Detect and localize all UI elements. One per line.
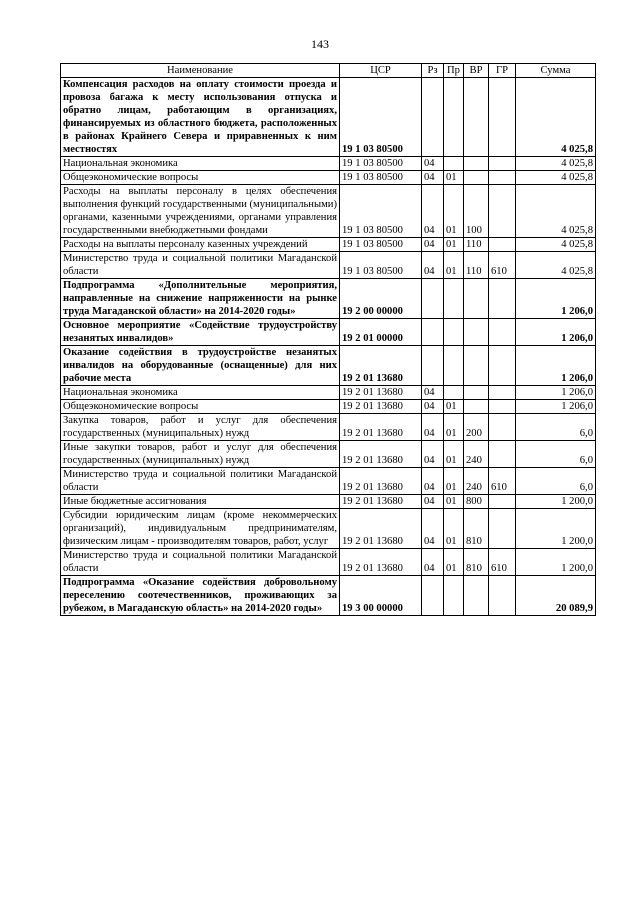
cell-rz: 04 xyxy=(422,495,444,509)
cell-pr: 01 xyxy=(444,252,464,279)
cell-gr xyxy=(489,319,516,346)
cell-csr: 19 2 01 13680 xyxy=(340,386,422,400)
cell-gr xyxy=(489,171,516,185)
cell-rz xyxy=(422,319,444,346)
cell-pr: 01 xyxy=(444,441,464,468)
cell-csr: 19 2 00 00000 xyxy=(340,279,422,319)
cell-name: Субсидии юридическим лицам (кроме некоммерческих организаций), индивидуальным предпринимателям, физическим лицам - производителям товаров, работ, услуг xyxy=(61,509,340,549)
cell-sum: 4 025,8 xyxy=(516,157,596,171)
cell-pr xyxy=(444,78,464,157)
cell-name: Министерство труда и социальной политики Магаданской области xyxy=(61,468,340,495)
cell-pr: 01 xyxy=(444,495,464,509)
cell-rz: 04 xyxy=(422,386,444,400)
cell-gr xyxy=(489,400,516,414)
cell-csr: 19 2 01 13680 xyxy=(340,400,422,414)
cell-name: Национальная экономика xyxy=(61,157,340,171)
cell-name: Иные бюджетные ассигнования xyxy=(61,495,340,509)
cell-rz xyxy=(422,576,444,616)
cell-gr xyxy=(489,495,516,509)
cell-name: Иные закупки товаров, работ и услуг для обеспечения государственных (муниципальных) нужд xyxy=(61,441,340,468)
cell-csr: 19 2 01 13680 xyxy=(340,509,422,549)
cell-csr: 19 2 01 13680 xyxy=(340,495,422,509)
cell-csr: 19 2 01 13680 xyxy=(340,414,422,441)
table-row xyxy=(61,171,596,185)
cell-sum: 1 200,0 xyxy=(516,549,596,576)
cell-vr xyxy=(464,400,489,414)
cell-rz xyxy=(422,346,444,386)
table-row xyxy=(61,576,596,616)
header-csr: ЦСР xyxy=(340,64,422,78)
cell-name: Общеэкономические вопросы xyxy=(61,171,340,185)
cell-csr: 19 1 03 80500 xyxy=(340,252,422,279)
cell-csr: 19 2 01 13680 xyxy=(340,441,422,468)
cell-csr: 19 1 03 80500 xyxy=(340,238,422,252)
cell-rz: 04 xyxy=(422,171,444,185)
cell-vr xyxy=(464,157,489,171)
cell-rz: 04 xyxy=(422,400,444,414)
cell-csr: 19 2 01 13680 xyxy=(340,549,422,576)
cell-gr xyxy=(489,441,516,468)
cell-sum: 1 206,0 xyxy=(516,386,596,400)
table-row xyxy=(61,346,596,386)
cell-rz xyxy=(422,279,444,319)
cell-rz: 04 xyxy=(422,468,444,495)
cell-vr xyxy=(464,279,489,319)
cell-sum: 20 089,9 xyxy=(516,576,596,616)
cell-sum: 1 206,0 xyxy=(516,319,596,346)
cell-pr: 01 xyxy=(444,509,464,549)
cell-csr: 19 1 03 80500 xyxy=(340,78,422,157)
table-row xyxy=(61,549,596,576)
cell-name: Подпрограмма «Дополнительные мероприятия, направленные на снижение напряженности на рынке труда Магаданской области» на 2014-2020 годы» xyxy=(61,279,340,319)
cell-pr xyxy=(444,576,464,616)
cell-gr xyxy=(489,185,516,238)
cell-sum: 1 206,0 xyxy=(516,400,596,414)
cell-pr: 01 xyxy=(444,400,464,414)
cell-sum: 6,0 xyxy=(516,468,596,495)
cell-rz: 04 xyxy=(422,509,444,549)
page-number: 143 xyxy=(311,37,329,51)
cell-gr xyxy=(489,238,516,252)
table-body xyxy=(61,78,596,616)
cell-csr: 19 1 03 80500 xyxy=(340,185,422,238)
cell-vr: 810 xyxy=(464,549,489,576)
cell-pr: 01 xyxy=(444,468,464,495)
table-row xyxy=(61,157,596,171)
cell-sum: 6,0 xyxy=(516,414,596,441)
cell-csr: 19 1 03 80500 xyxy=(340,171,422,185)
cell-vr: 800 xyxy=(464,495,489,509)
budget-table xyxy=(60,63,596,616)
cell-gr: 610 xyxy=(489,468,516,495)
cell-vr xyxy=(464,346,489,386)
table-row xyxy=(61,468,596,495)
cell-csr: 19 3 00 00000 xyxy=(340,576,422,616)
table-row xyxy=(61,386,596,400)
cell-csr: 19 2 01 00000 xyxy=(340,319,422,346)
cell-rz: 04 xyxy=(422,252,444,279)
cell-gr: 610 xyxy=(489,549,516,576)
cell-csr: 19 2 01 13680 xyxy=(340,346,422,386)
header-pr: Пр xyxy=(444,64,464,78)
cell-csr: 19 1 03 80500 xyxy=(340,157,422,171)
cell-gr xyxy=(489,78,516,157)
table-row xyxy=(61,252,596,279)
cell-rz: 04 xyxy=(422,549,444,576)
cell-pr: 01 xyxy=(444,171,464,185)
cell-name: Общеэкономические вопросы xyxy=(61,400,340,414)
cell-gr xyxy=(489,414,516,441)
header-sum: Сумма xyxy=(516,64,596,78)
cell-vr: 110 xyxy=(464,252,489,279)
cell-rz: 04 xyxy=(422,157,444,171)
cell-sum: 4 025,8 xyxy=(516,78,596,157)
cell-name: Основное мероприятие «Содействие трудоустройству незанятых инвалидов» xyxy=(61,319,340,346)
cell-name: Национальная экономика xyxy=(61,386,340,400)
table-header-row xyxy=(61,64,596,78)
cell-gr xyxy=(489,576,516,616)
cell-sum: 4 025,8 xyxy=(516,185,596,238)
cell-vr: 200 xyxy=(464,414,489,441)
cell-vr: 810 xyxy=(464,509,489,549)
cell-pr xyxy=(444,346,464,386)
cell-vr xyxy=(464,78,489,157)
cell-gr xyxy=(489,386,516,400)
cell-pr: 01 xyxy=(444,185,464,238)
cell-sum: 6,0 xyxy=(516,441,596,468)
cell-sum: 1 200,0 xyxy=(516,509,596,549)
cell-vr: 240 xyxy=(464,468,489,495)
cell-sum: 1 200,0 xyxy=(516,495,596,509)
cell-vr xyxy=(464,319,489,346)
cell-pr: 01 xyxy=(444,549,464,576)
table-row xyxy=(61,185,596,238)
cell-rz xyxy=(422,78,444,157)
cell-name: Закупка товаров, работ и услуг для обеспечения государственных (муниципальных) нужд xyxy=(61,414,340,441)
cell-pr xyxy=(444,157,464,171)
cell-pr xyxy=(444,319,464,346)
cell-vr: 110 xyxy=(464,238,489,252)
cell-pr: 01 xyxy=(444,238,464,252)
cell-gr xyxy=(489,279,516,319)
cell-gr xyxy=(489,346,516,386)
cell-name: Министерство труда и социальной политики Магаданской области xyxy=(61,252,340,279)
cell-sum: 1 206,0 xyxy=(516,346,596,386)
table-row xyxy=(61,495,596,509)
cell-pr xyxy=(444,386,464,400)
cell-pr xyxy=(444,279,464,319)
table-row xyxy=(61,319,596,346)
cell-vr xyxy=(464,171,489,185)
cell-sum: 4 025,8 xyxy=(516,252,596,279)
table-row xyxy=(61,441,596,468)
cell-rz: 04 xyxy=(422,441,444,468)
cell-name: Подпрограмма «Оказание содействия добровольному переселению соотечественников, проживающих за рубежом, в Магаданскую область» на 2014-2020 годы» xyxy=(61,576,340,616)
header-name: Наименование xyxy=(61,64,340,78)
table-row xyxy=(61,400,596,414)
cell-csr: 19 2 01 13680 xyxy=(340,468,422,495)
header-rz: Рз xyxy=(422,64,444,78)
cell-name: Расходы на выплаты персоналу казенных учреждений xyxy=(61,238,340,252)
cell-vr xyxy=(464,386,489,400)
cell-rz: 04 xyxy=(422,185,444,238)
cell-vr: 240 xyxy=(464,441,489,468)
cell-vr: 100 xyxy=(464,185,489,238)
cell-name: Оказание содействия в трудоустройстве незанятых инвалидов на оборудованные (оснащенные) для них рабочие места xyxy=(61,346,340,386)
cell-gr: 610 xyxy=(489,252,516,279)
table-row xyxy=(61,509,596,549)
cell-gr xyxy=(489,509,516,549)
cell-name: Министерство труда и социальной политики Магаданской области xyxy=(61,549,340,576)
cell-pr: 01 xyxy=(444,414,464,441)
cell-gr xyxy=(489,157,516,171)
header-gr: ГР xyxy=(489,64,516,78)
table-row xyxy=(61,238,596,252)
cell-sum: 4 025,8 xyxy=(516,238,596,252)
cell-sum: 1 206,0 xyxy=(516,279,596,319)
table-row xyxy=(61,78,596,157)
cell-name: Компенсация расходов на оплату стоимости проезда и провоза багажа к месту использования отпуска и обратно лицам, работающим в организациях, финансируемых из областного бюджета, расположенных в районах Крайнего Севера и приравненных к ним местностях xyxy=(61,78,340,157)
cell-sum: 4 025,8 xyxy=(516,171,596,185)
table-row xyxy=(61,279,596,319)
cell-name: Расходы на выплаты персоналу в целях обеспечения выполнения функций государственными (муниципальными) органами, казенными учреждениями, органами управления государственными внебюджетными фондами xyxy=(61,185,340,238)
cell-rz: 04 xyxy=(422,414,444,441)
table-row xyxy=(61,414,596,441)
cell-rz: 04 xyxy=(422,238,444,252)
cell-vr xyxy=(464,576,489,616)
header-vr: ВР xyxy=(464,64,489,78)
